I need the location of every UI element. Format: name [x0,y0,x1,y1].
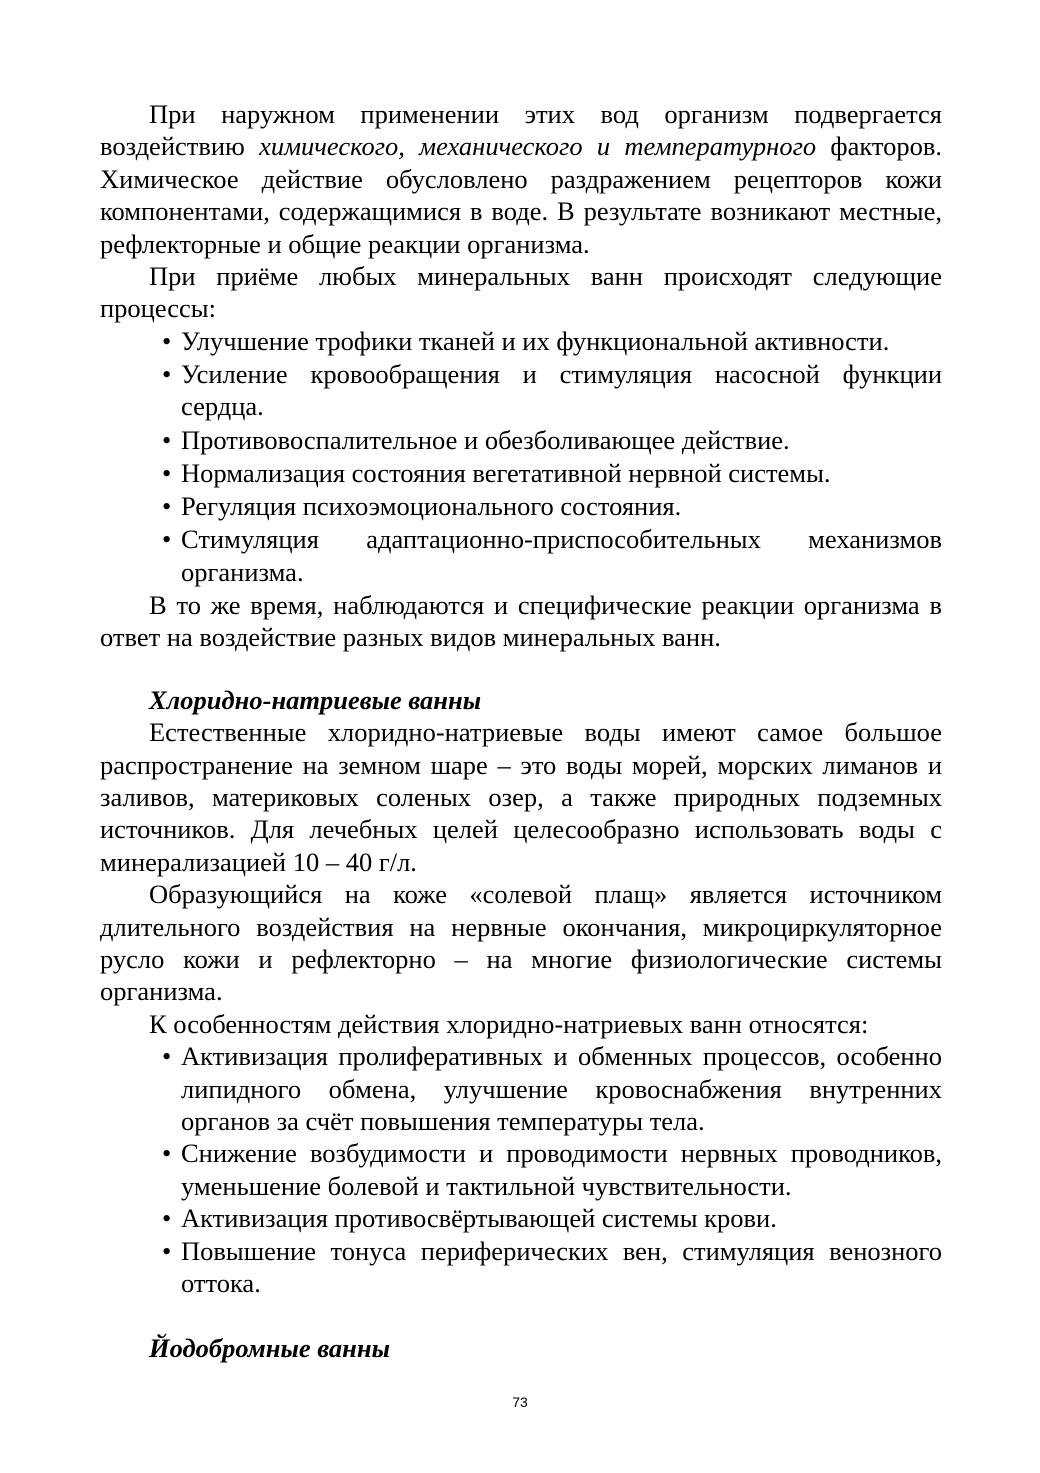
paragraph-natural-waters: Естественные хлоридно-натриевые воды имеют самое большое распространение на земном шаре – это воды морей, морских лиманов и заливов, материковых соленых озер, а также природных подземных источников. Для лечебных целей целесообразно использовать воды с минерализацией 10 – 40 г/л. [100,717,942,877]
list-item: • Снижение возбудимости и проводимости нервных проводников, уменьшение болевой и тактильной чувствительности. [166,1137,942,1202]
paragraph-processes-intro: При приёме любых минеральных ванн происходят следующие процессы: [100,261,942,324]
list-item: • Усиление кровообращения и стимуляция насосной функции сердца. [166,358,942,423]
paragraph-salt-cloak: Образующийся на коже «солевой плащ» является источником длительного воздействия на нервные окончания, микроциркуляторное русло кожи и рефлекторно – на многие физиологические системы организма. [100,879,942,1007]
list-item: • Улучшение трофики тканей и их функциональной активности. [166,325,942,357]
list-item: • Активизация пролиферативных и обменных процессов, особенно липидного обмена, улучшение кровоснабжения внутренних органов за счёт повышения температуры тела. [166,1040,942,1137]
paragraph-features-intro: К особенностям действия хлоридно-натриевых ванн относятся: [149,1008,869,1039]
section-heading-iodine-bromine: Йодобромные ванны [149,1333,390,1364]
emphasis-factors: химического, механического и температурного [259,131,817,162]
features-list [100,1040,942,1299]
paragraph-specific-reactions: В то же время, наблюдаются и специфические реакции организма в ответ на воздействие разных видов минеральных ванн. [100,589,942,653]
section-heading-chloride-sodium: Хлоридно-натриевые ванны [149,684,482,715]
list-item: • Активизация противосвёртывающей системы крови. [166,1202,942,1234]
page-number: 73 [512,1394,528,1410]
list-item: • Повышение тонуса периферических вен, стимуляция венозного оттока. [166,1235,942,1300]
paragraph-external-use: При наружном применении этих вод организм подвергается воздействию химического, механического и температурного факторов. Химическое действие обусловлено раздражением рецепторов кожи компонентами, содержащимися в воде. В результате возникают местные, рефлекторные и общие реакции организма. [100,99,943,259]
processes-list [100,325,942,588]
page-content [100,98,942,1365]
list-item: • Регуляция психоэмоционального состояния. [166,490,942,522]
list-item: • Стимуляция адаптационно-приспособительных механизмов организма. [166,523,942,588]
list-item: • Нормализация состояния вегетативной нервной системы. [166,457,942,489]
list-item: • Противовоспалительное и обезболивающее действие. [166,424,942,456]
